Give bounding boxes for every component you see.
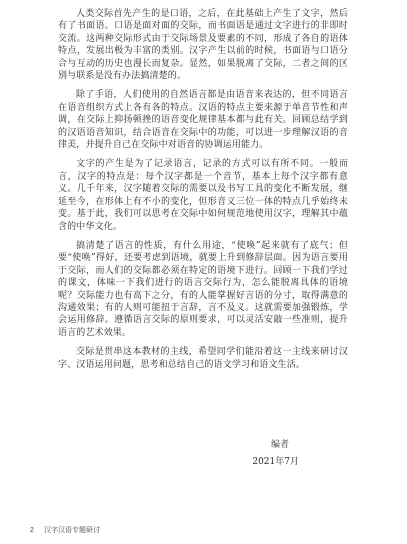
paragraph-4: 搞清楚了语言的性质，有什么用途，“使唤”起来就有了底气；但要“使唤”得好，还要考虑到语境，就要上升到修辞层面。因为语言要用于交际，而人们的交际都必须在特定的语境下进行。回顾一下我们学过的课文，体味一下我们进行的语言交际行为，怎么能脱离具体的语境呢？交际能力也有高下之分，有的人能掌握好言语的分寸，取得满意的沟通效果；有的人则可能扭于言辞，言不及义。这就需要加强锻炼，学会运用修辞。遵循语言交际的原则要求，可以灵活安敲一些准则，提升语言的艺术效果。: [58, 240, 348, 338]
paragraph-3: 文字的产生是为了记录语言，记录的方式可以有所不同。一般而言，汉字的特点是：每个汉字都是一个音节，基本上每个汉字都有意义。几千年来，汉字随着交际的需要以及书写工具的变化不断发展，继延至今，在形体上有不小的变化，但形音义三位一体的特点几乎始终未变。基于此，我们可以思考在交际中如何规范地使用汉字，理解其中蕴含的中华文化。: [58, 159, 348, 232]
book-title: 汉字汉语专题研讨: [44, 526, 100, 534]
page-number: 2: [30, 527, 34, 534]
paragraph-5: 交际是贯串这本教材的主线，希望同学们能沿着这一主线来研讨汉字、汉语运用问题，思考和总结自己的语文学习和语文生活。: [58, 347, 348, 370]
signature-date: 2021年7月: [252, 457, 299, 467]
paragraph-1: 人类交际首先产生的是口语，之后，在此基础上产生了文字，然后有了书面语。口语是面对面的交际，而书面语是通过文字进行的非即时交流。这两种交际形式由于交际场景及要素的不同，形成了各自的语体特点，发展出极为丰富的类别。汉字产生以前的时候，书面语与口语分合与互动的历史也漫长而复杂。显然，如果脱离了交际，二者之间的区别与联系是没有办法搞清楚的。: [58, 9, 348, 82]
body-text: [58, 8, 348, 378]
signature-block: [179, 437, 299, 471]
paragraph-2: 除了手语，人们使用的自然语言都是由语音来表达的，但不同语言在语音组织方式上各有各的特点。汉语的特点主要来源于单音节性和声调，在交际上抑扬顿挫的语音变化规律基本都与此有关。回顾总结学到的汉语语音知识，结合语音在交际中的功能，可以进一步理解汉语的音律美，并提升自己在交际中对语音的协调运用能力。: [58, 90, 348, 151]
signature-editor: 编者: [270, 440, 289, 450]
page-footer: [30, 526, 100, 535]
